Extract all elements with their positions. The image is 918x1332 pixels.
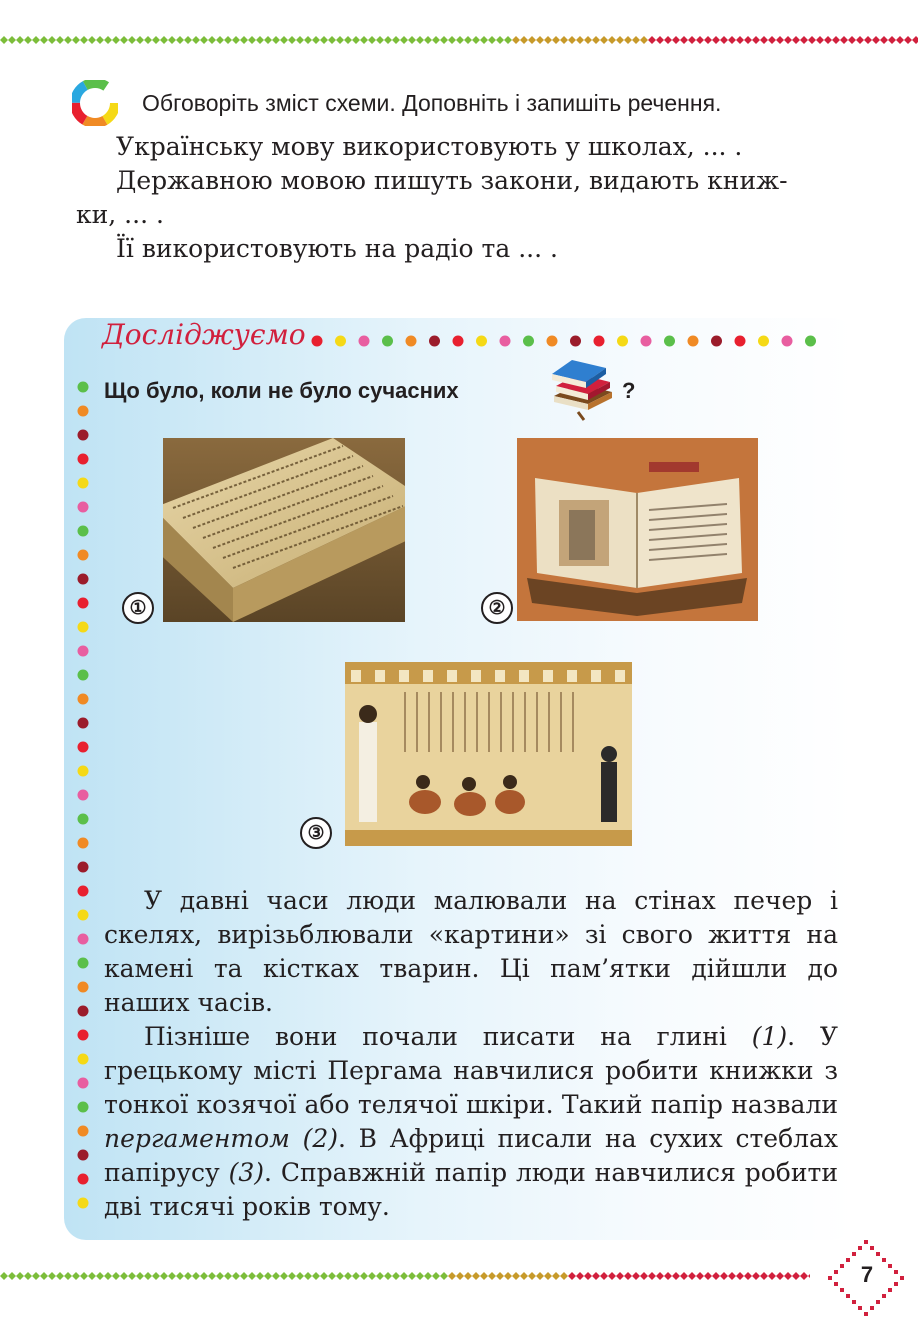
- section-title: Досліджуємо: [102, 318, 306, 351]
- parchment-book-image: [517, 438, 758, 621]
- question-mark: ?: [622, 378, 636, 403]
- sentence-2-continued: ки, ... .: [76, 200, 164, 229]
- research-question: Що було, коли не було сучасних: [104, 378, 459, 403]
- paragraph-2: [104, 1020, 838, 1224]
- paragraph-1: [104, 884, 838, 1020]
- top-ornament-border: [0, 34, 918, 46]
- paragraph-1-text: У давні часи люди малювали на стінах печер і скелях, вирізьблювали «картини» зі свого життя на камені та кістках тварин. Ці пам’ятки дійшли до наших часів.: [104, 886, 838, 1017]
- ref-2: (2): [289, 1124, 338, 1153]
- image-number-3: ③: [300, 817, 332, 849]
- task-instruction: Обговоріть зміст схеми. Доповніть і запишіть речення.: [142, 89, 722, 116]
- paragraph-2-part-4: . Справжній папір люди навчилися робити дві тисячі років тому.: [104, 1158, 838, 1221]
- image-number-1: ①: [122, 592, 154, 624]
- clay-tablet-image: [163, 438, 405, 622]
- sentence-3: Її використовують на радіо та ... .: [116, 234, 558, 263]
- image-number-2: ②: [481, 592, 513, 624]
- decorative-dots-row: [310, 334, 830, 348]
- term-parchment: пергаментом: [104, 1124, 290, 1153]
- sentence-2: Державною мовою пишуть закони, видають книж-: [116, 166, 788, 195]
- bottom-ornament-border: [0, 1270, 810, 1282]
- ref-1: (1): [751, 1022, 788, 1051]
- task-row: [72, 80, 721, 126]
- paragraph-2-part-1: Пізніше вони почали писати на глині: [144, 1022, 752, 1051]
- ref-3: (3): [228, 1158, 264, 1187]
- page-number: 7: [860, 1262, 874, 1287]
- paragraph-2-part-2: . У грецькому місті Пергама навчилися робити книжки з тонкої козячої або телячої шкіри. Такий папір назвали: [104, 1022, 838, 1119]
- discussion-ring-icon: [72, 80, 118, 126]
- sentences-block: [76, 130, 841, 266]
- books-stack-icon: [548, 352, 618, 422]
- papyrus-image: [345, 662, 632, 846]
- decorative-dots-column: [76, 380, 90, 1220]
- paragraph-2-part-3: . В Африці писали на сухих стеблах папірусу: [104, 1124, 839, 1187]
- paragraph-2-text: [104, 1020, 838, 1224]
- sentence-1: Українську мову використовують у школах, ... .: [116, 132, 743, 161]
